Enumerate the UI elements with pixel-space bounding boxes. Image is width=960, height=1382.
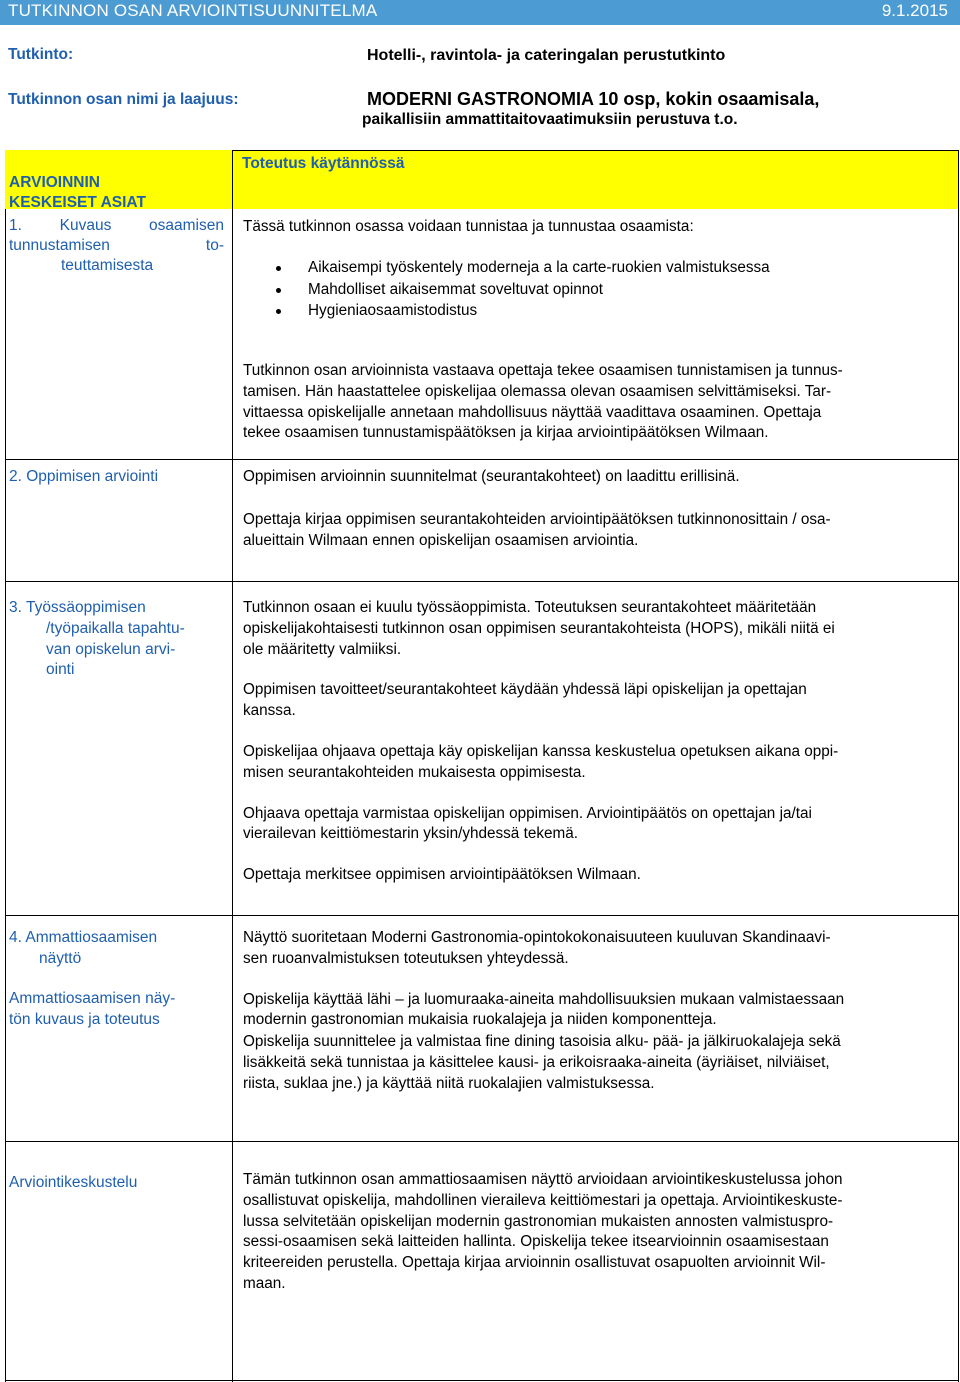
row5-line: osallistuvat opiskelija, mahdollinen vieraileva keittiömestari ja opettaja. Arviointikeskuste- (243, 1191, 843, 1209)
row3-line: vierailevan keittiömestarin yksin/yhdessä tekemä. (243, 825, 578, 843)
row3-line: misen seurantakohteiden mukaisesta oppimisesta. (243, 763, 586, 781)
row-divider-1 (5, 459, 959, 460)
key-section-title-line1: ARVIOINNIN (9, 174, 101, 191)
osa-value-line1: MODERNI GASTRONOMIA 10 osp, kokin osaamisala, (367, 89, 820, 109)
row-divider-4 (5, 1141, 959, 1142)
row-divider-2 (5, 581, 959, 582)
row4-line: riista, suklaa jne.) ja käyttää niitä ruokalajien valmistuksessa. (243, 1074, 655, 1092)
row3-label-line: /työpaikalla tapahtu- (46, 619, 185, 637)
row5-line: kriteereiden perustella. Opettaja kirjaa arvioinnin osallistuvat osapuolten arvioinnit Wil- (243, 1254, 826, 1272)
list-item: Aikaisempi työskentely moderneja a la carte-ruokien valmistuksessa (276, 259, 916, 281)
row1-label-line2: tunnustamisen to- (9, 237, 224, 254)
row3-label-line: van opiskelun arvi- (46, 640, 176, 658)
row1-intro: Tässä tutkinnon osassa voidaan tunnistaa ja tunnustaa osaamista: (243, 218, 694, 235)
row4-sublabel-line: tön kuvaus ja toteutus (9, 1010, 160, 1028)
row4-line: Näyttö suoritetaan Moderni Gastronomia-opintokokonaisuuteen kuuluvan Skandinaavi- (243, 929, 831, 946)
document-date: 9.1.2015 (881, 1, 948, 20)
column-divider (232, 209, 233, 1382)
document-title: TUTKINNON OSAN ARVIOINTISUUNNITELMA (8, 1, 378, 20)
row1-paragraph-line: Tutkinnon osan arvioinnista vastaava opettaja tekee osaamisen tunnistamisen ja tunnus- (243, 362, 843, 379)
osa-value-line2: paikallisiin ammattitaitovaatimuksiin perustuva t.o. (362, 111, 738, 128)
row2-para1: Oppimisen arvioinnin suunnitelmat (seurantakohteet) on laadittu erillisinä. (243, 468, 740, 485)
row5-line: maan. (243, 1274, 286, 1292)
row1-label-line1: 1. Kuvaus osaamisen (9, 217, 224, 234)
row5-label: Arviointikeskustelu (9, 1174, 138, 1191)
row3-label-line: 3. Työssäoppimisen (9, 599, 146, 616)
tutkinto-value: Hotelli-, ravintola- ja cateringalan perustutkinto (367, 47, 726, 64)
list-item: Hygieniaosaamistodistus (276, 302, 916, 324)
row4-line: lisäkkeitä sekä tunnistaa ja käsittelee kausi- ja erikoisraaka-aineita (äyriäiset, nilviäiset, (243, 1053, 830, 1071)
row4-label-line: 4. Ammattiosaamisen (9, 929, 158, 946)
row4-sublabel-line: Ammattiosaamisen näy- (9, 990, 176, 1007)
row3-line: Opettaja merkitsee oppimisen arviointipäätöksen Wilmaan. (243, 866, 641, 884)
key-section-title-line2: KESKEISET ASIAT (9, 194, 146, 211)
row3-label-line: ointi (46, 661, 75, 679)
row1-paragraph-line: tamisen. Hän haastattelee opiskelijaa olemassa olevan osaamisen selvittämiseksi. Tar- (243, 382, 832, 400)
row3-content (243, 598, 943, 886)
row5-line: Tämän tutkinnon osan ammattiosaamisen näyttö arvioidaan arviointikeskustelussa johon (243, 1171, 843, 1188)
row4-label (9, 928, 157, 970)
row2-para2-line: Opettaja kirjaa oppimisen seurantakohteiden arviointipäätöksen tutkinnonosittain / osa- (243, 511, 831, 528)
row3-line: ole määritetty valmiiksi. (243, 640, 402, 658)
row4-line: Opiskelija käyttää lähi – ja luomuraaka-aineita mahdollisuuksien mukaan valmistaessaan (243, 990, 845, 1008)
row1-paragraph (243, 361, 943, 444)
row2-label: 2. Oppimisen arviointi (9, 468, 159, 485)
row3-line: Oppimisen tavoitteet/seurantakohteet käydään yhdessä läpi opiskelijan ja opettajan (243, 681, 807, 699)
row4-sublabel (9, 989, 175, 1031)
row5-content (243, 1170, 943, 1295)
row4-line: Opiskelija suunnittelee ja valmistaa fine dining tasoisia alku- pää- ja jälkiruokalajeja sekä (243, 1033, 841, 1051)
row-divider-3 (5, 915, 959, 916)
row3-line: Opiskelijaa ohjaava opettaja käy opiskelijan kanssa keskustelua opetuksen aikana oppi- (243, 742, 839, 760)
column-heading: Toteutus käytännössä (242, 155, 405, 172)
row4-content (243, 928, 948, 1095)
row1-label-line3: teuttamisesta (61, 257, 154, 274)
list-item: Mahdolliset aikaisemmat soveltuvat opinnot (276, 281, 916, 303)
row3-line: Tutkinnon osaan ei kuulu työssäoppimista. Toteutuksen seurantakohteet määritetään (243, 599, 817, 616)
row3-label (9, 598, 185, 681)
tutkinto-label: Tutkinto: (8, 46, 74, 63)
table-left-border (5, 209, 6, 1382)
row-divider-5 (5, 1380, 959, 1381)
row5-line: sessi-osaamisen sekä laitteiden hallinta. Opiskelija tekee itsearvioinnin osaamisestaan (243, 1233, 829, 1251)
table-right-border (958, 209, 959, 1382)
row4-line: sen ruoanvalmistuksen toteutuksen yhteydessä. (243, 949, 569, 967)
row1-bullet-list (276, 259, 916, 324)
row2-para2-line: alueittain Wilmaan ennen opiskelijan osaamisen arviointia. (243, 531, 639, 549)
osa-label: Tutkinnon osan nimi ja laajuus: (8, 91, 239, 108)
row2-para2 (243, 510, 943, 552)
row5-line: lussa selvitetään opiskelijan modernin gastronomian mukaisten annosten valmistuspro- (243, 1212, 834, 1230)
row4-label-line: näyttö (39, 949, 82, 967)
row1-paragraph-line: vittaessa opiskelijalle annetaan mahdollisuus näyttää vaadittava osaaminen. Opettaja (243, 403, 822, 421)
row3-line: kanssa. (243, 702, 296, 720)
row3-line: opiskelijakohtaisesti tutkinnon osan oppimisen seurantakohteista (HOPS), mikäli niitä ei (243, 619, 835, 637)
row3-line: Ohjaava opettaja varmistaa opiskelijan oppimisen. Arviointipäätös on opettajan ja/tai (243, 804, 812, 822)
row4-line: modernin gastronomian mukaisia ruokalajeja ja niiden komponentteja. (243, 1011, 717, 1029)
row1-paragraph-line: tekee osaamisen tunnustamispäätöksen ja kirjaa arviointipäätöksen Wilmaan. (243, 424, 769, 442)
